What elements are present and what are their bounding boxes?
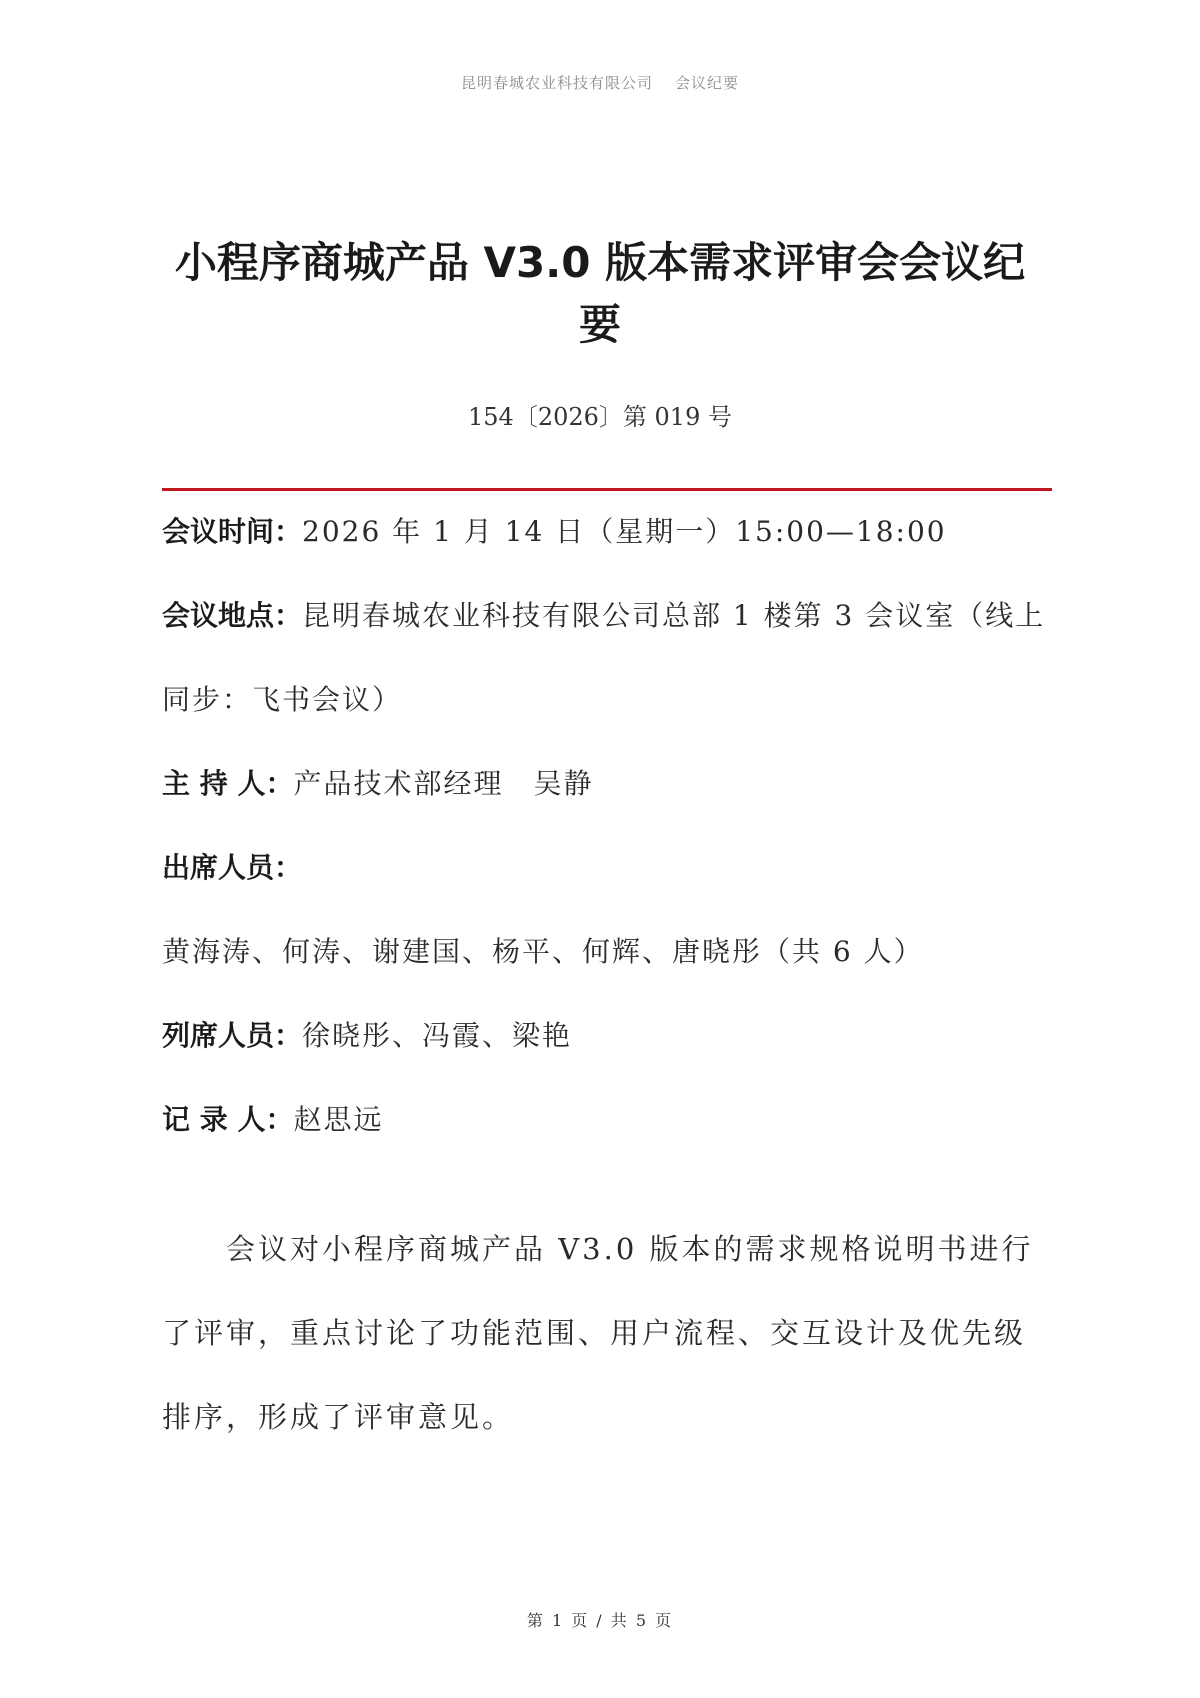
- meeting-host-row: [162, 742, 1052, 826]
- meeting-time-label: 会议时间：: [162, 515, 303, 548]
- meeting-time-row: [162, 490, 1052, 574]
- meeting-observers-row: [162, 994, 1052, 1078]
- meeting-recorder-row: [162, 1078, 1052, 1162]
- meeting-attendees-row: [162, 826, 1052, 994]
- meeting-place-value: 昆明春城农业科技有限公司总部 1 楼第 3 会议室（线上同步：飞书会议）: [162, 599, 1046, 716]
- meeting-place-row: [162, 574, 1052, 742]
- page-header: [0, 72, 1200, 93]
- header-company: 昆明春城农业科技有限公司: [460, 74, 653, 92]
- document-title: 小程序商城产品 V3.0 版本需求评审会会议纪要: [174, 238, 1026, 349]
- meeting-attendees-label: 出席人员：: [162, 851, 303, 884]
- header-doc-type: 会议纪要: [675, 74, 740, 92]
- meeting-observers-value: 徐晓彤、冯霞、梁艳: [302, 1019, 573, 1052]
- meeting-recorder-label: 记 录 人：: [162, 1103, 294, 1136]
- meeting-place-label: 会议地点：: [162, 599, 303, 632]
- meeting-observers-label: 列席人员：: [162, 1019, 303, 1052]
- page-indicator: 第 1 页 / 共 5 页: [526, 1611, 674, 1630]
- document-number: 154〔2026〕第 019 号: [468, 403, 732, 431]
- meeting-attendees-value: 黄海涛、何涛、谢建国、杨平、何辉、唐晓彤（共 6 人）: [162, 935, 924, 968]
- meeting-recorder-value: 赵思远: [293, 1103, 384, 1136]
- body-paragraph: 会议对小程序商城产品 V3.0 版本的需求规格说明书进行了评审，重点讨论了功能范围、用户流程、交互设计及优先级排序，形成了评审意见。: [162, 1232, 1034, 1434]
- meeting-host-label: 主 持 人：: [162, 767, 294, 800]
- meeting-host-value: 产品技术部经理 吴静: [293, 767, 594, 800]
- meeting-time-value: 2026 年 1 月 14 日（星期一）15:00—18:00: [302, 515, 947, 548]
